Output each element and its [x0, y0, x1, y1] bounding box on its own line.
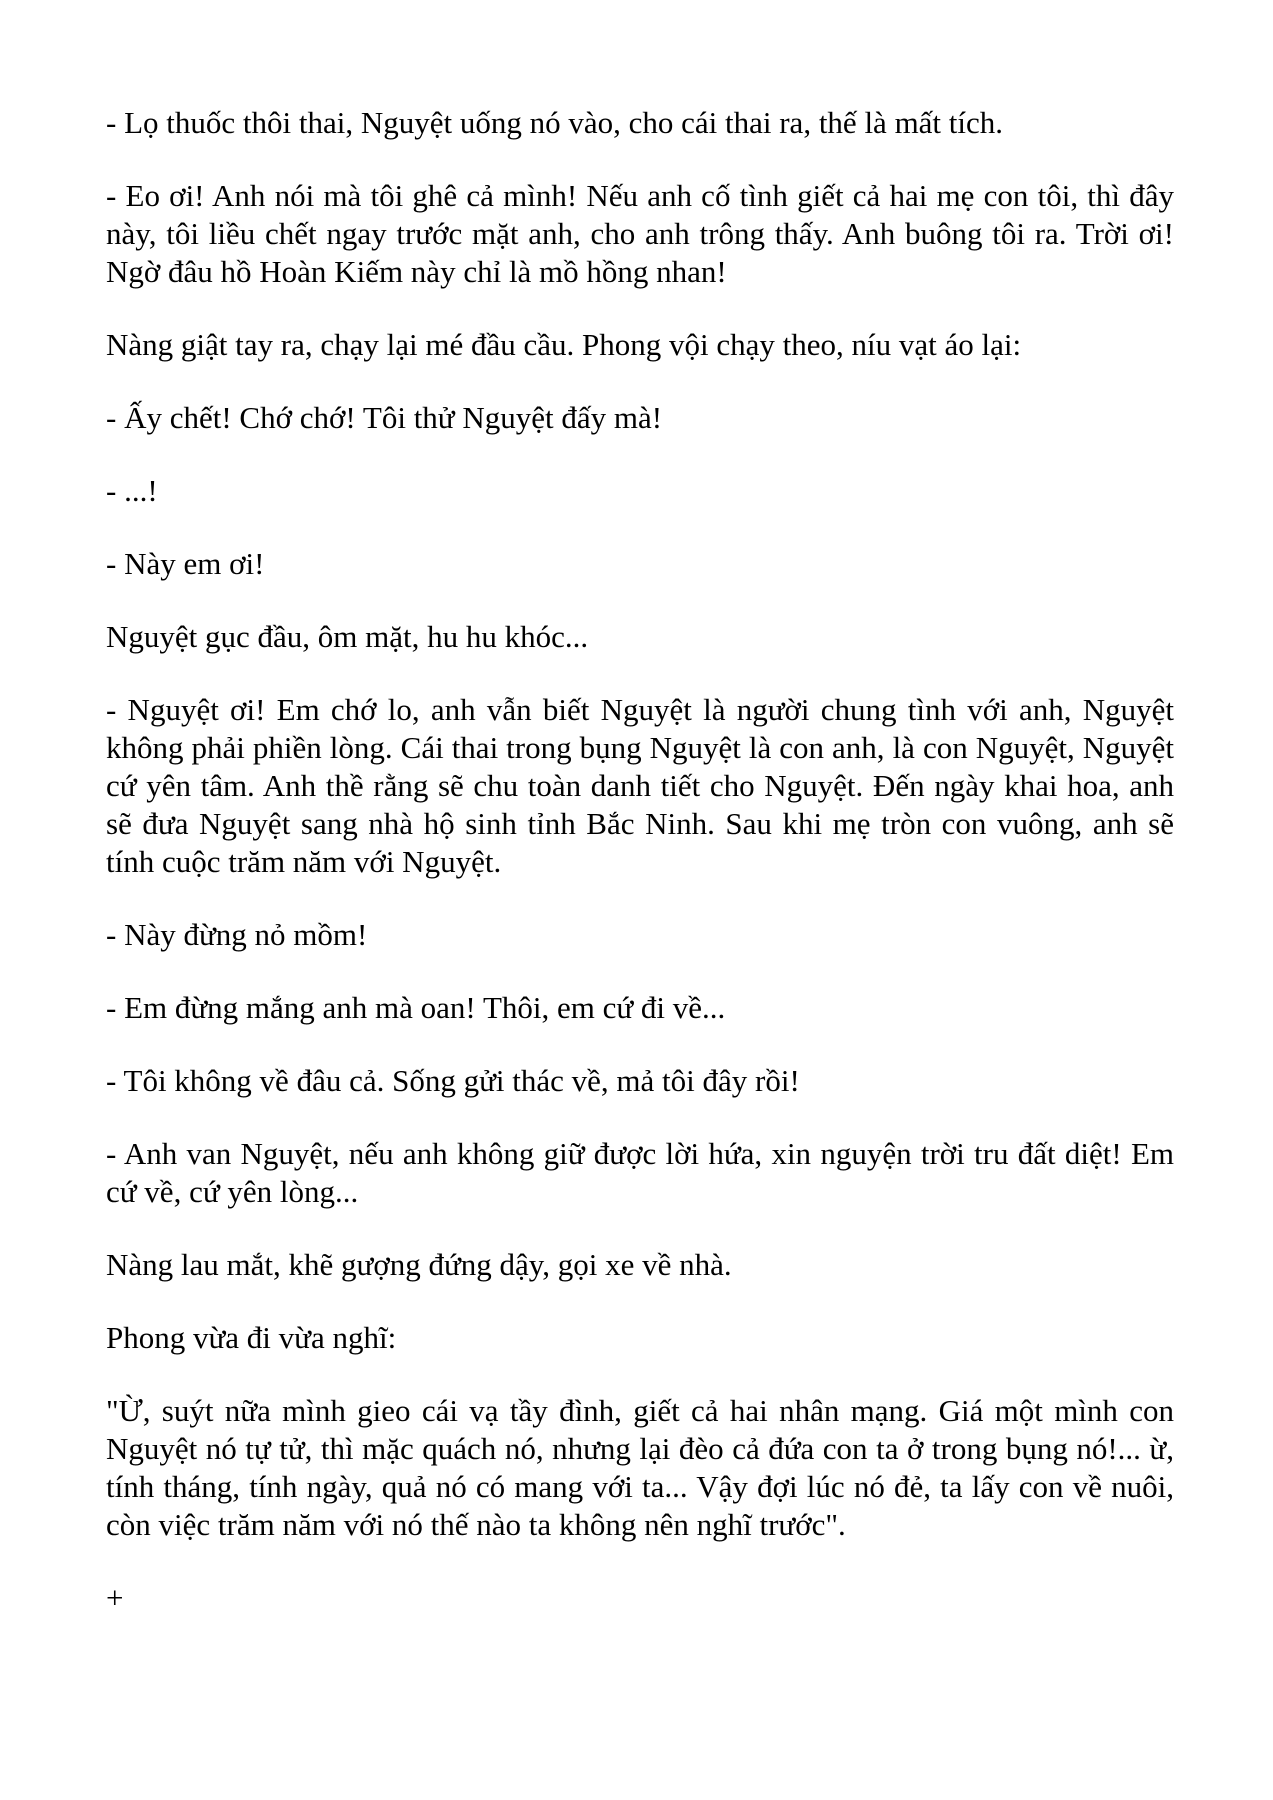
paragraph: "Ừ, suýt nữa mình gieo cái vạ tầy đình, giết cả hai nhân mạng. Giá một mình con Nguyệt nó tự tử, thì mặc quách nó, nhưng lại đèo cả đứa con ta ở trong bụng nó!... ừ, tính tháng, tính ngày, quả nó có mang với ta... Vậy đợi lúc nó đẻ, ta lấy con về nuôi, còn việc trăm năm với nó thế nào ta không nên nghĩ trước".: [106, 1393, 1174, 1542]
paragraph: - ...!: [106, 473, 158, 508]
paragraph: - Tôi không về đâu cả. Sống gửi thác về, mả tôi đây rồi!: [106, 1063, 800, 1098]
paragraph: - Eo ơi! Anh nói mà tôi ghê cả mình! Nếu anh cố tình giết cả hai mẹ con tôi, thì đây này, tôi liều chết ngay trước mặt anh, cho anh trông thấy. Anh buông tôi ra. Trời ơi! Ngờ đâu hồ Hoàn Kiếm này chỉ là mồ hồng nhan!: [106, 178, 1174, 289]
paragraph: - Em đừng mắng anh mà oan! Thôi, em cứ đi về...: [106, 990, 726, 1025]
paragraph: Nàng giật tay ra, chạy lại mé đầu cầu. Phong vội chạy theo, níu vạt áo lại:: [106, 327, 1022, 362]
paragraph: Nàng lau mắt, khẽ gượng đứng dậy, gọi xe về nhà.: [106, 1247, 732, 1282]
paragraph: - Ấy chết! Chớ chớ! Tôi thử Nguyệt đấy mà!: [106, 400, 663, 435]
paragraph: - Này đừng nỏ mồm!: [106, 917, 368, 952]
paragraph: - Nguyệt ơi! Em chớ lo, anh vẫn biết Nguyệt là người chung tình với anh, Nguyệt không phải phiền lòng. Cái thai trong bụng Nguyệt là con anh, là con Nguyệt, Nguyệt cứ yên tâm. Anh thề rằng sẽ chu toàn danh tiết cho Nguyệt. Đến ngày khai hoa, anh sẽ đưa Nguyệt sang nhà hộ sinh tỉnh Bắc Ninh. Sau khi mẹ tròn con vuông, anh sẽ tính cuộc trăm năm với Nguyệt.: [106, 692, 1174, 879]
section-end-mark: +: [106, 1580, 124, 1615]
document-page: [106, 104, 1174, 1617]
paragraph: - Anh van Nguyệt, nếu anh không giữ được lời hứa, xin nguyện trời tru đất diệt! Em cứ về, cứ yên lòng...: [106, 1136, 1174, 1209]
paragraph: Nguyệt gục đầu, ôm mặt, hu hu khóc...: [106, 619, 589, 654]
paragraph: - Lọ thuốc thôi thai, Nguyệt uống nó vào, cho cái thai ra, thế là mất tích.: [106, 105, 1004, 140]
paragraph: Phong vừa đi vừa nghĩ:: [106, 1320, 397, 1355]
paragraph: - Này em ơi!: [106, 546, 265, 581]
